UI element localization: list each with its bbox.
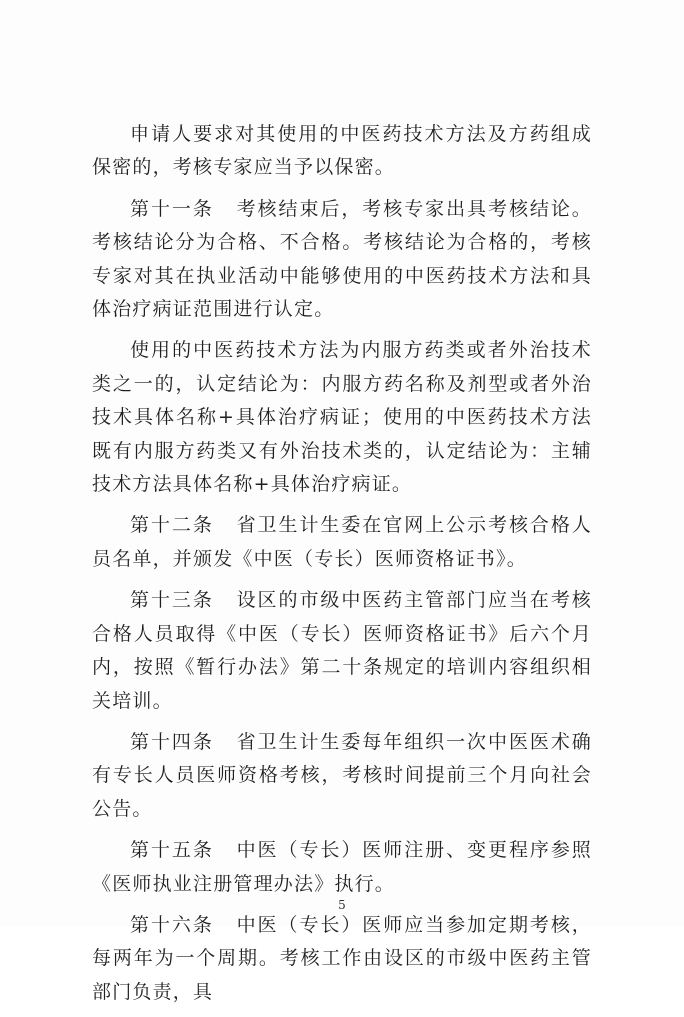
- article-11-text: 考核结束后，考核专家出具考核结论。考核结论分为合格、不合格。考核结论为合格的，考核专家对其在执业活动中能够使用的中医药技术方法和具体治疗病证范围进行认定。: [92, 197, 592, 321]
- page-number: 5: [338, 898, 346, 912]
- article-16-text: 中医（专长）医师应当参加定期考核，每两年为一个周期。考核工作由设区的市级中医药主管部门负责，具: [92, 913, 592, 1003]
- article-13-heading: 第十三条: [130, 589, 214, 612]
- article-16-heading: 第十六条: [130, 913, 214, 936]
- article-12-text: 省卫生计生委在官网上公示考核合格人员名单，并颁发《中医（专长）医师资格证书》。: [92, 514, 592, 570]
- article-15-heading: 第十五条: [130, 839, 214, 862]
- paragraph-3-text: 使用的中医药技术方法为内服方药类或者外治技术类之一的，认定结论为：内服方药名称及剂型或者外治技术具体名称+具体治疗病证；使用的中医药技术方法既有内服方药类又有外治技术类的，认定结论为：主辅技术方法具体名称+具体治疗病证。: [92, 339, 592, 496]
- article-15-text: 中医（专长）医师注册、变更程序参照《医师执业注册管理办法》执行。: [92, 839, 592, 895]
- paragraph-3: [92, 334, 592, 501]
- paragraph-article-11: [92, 193, 592, 327]
- paragraph-article-13: [92, 584, 592, 718]
- article-13-text: 设区的市级中医药主管部门应当在考核合格人员取得《中医（专长）医师资格证书》后六个月内，按照《暂行办法》第二十条规定的培训内容组织相关培训。: [92, 589, 592, 712]
- body-text: [92, 118, 592, 1017]
- paragraph-article-12: [92, 509, 592, 576]
- article-14-heading: 第十四条: [130, 730, 214, 753]
- article-11-heading: 第十一条: [130, 197, 214, 220]
- paragraph-1-text: 申请人要求对其使用的中医药技术方法及方药组成保密的，考核专家应当予以保密。: [92, 123, 592, 179]
- article-12-heading: 第十二条: [130, 514, 214, 537]
- paragraph-article-14: [92, 726, 592, 826]
- article-14-text: 省卫生计生委每年组织一次中医医术确有专长人员医师资格考核，考核时间提前三个月向社会公告。: [92, 730, 592, 820]
- paragraph-1: [92, 118, 592, 185]
- paragraph-article-15: [92, 834, 592, 901]
- paragraph-article-16: [92, 909, 592, 1009]
